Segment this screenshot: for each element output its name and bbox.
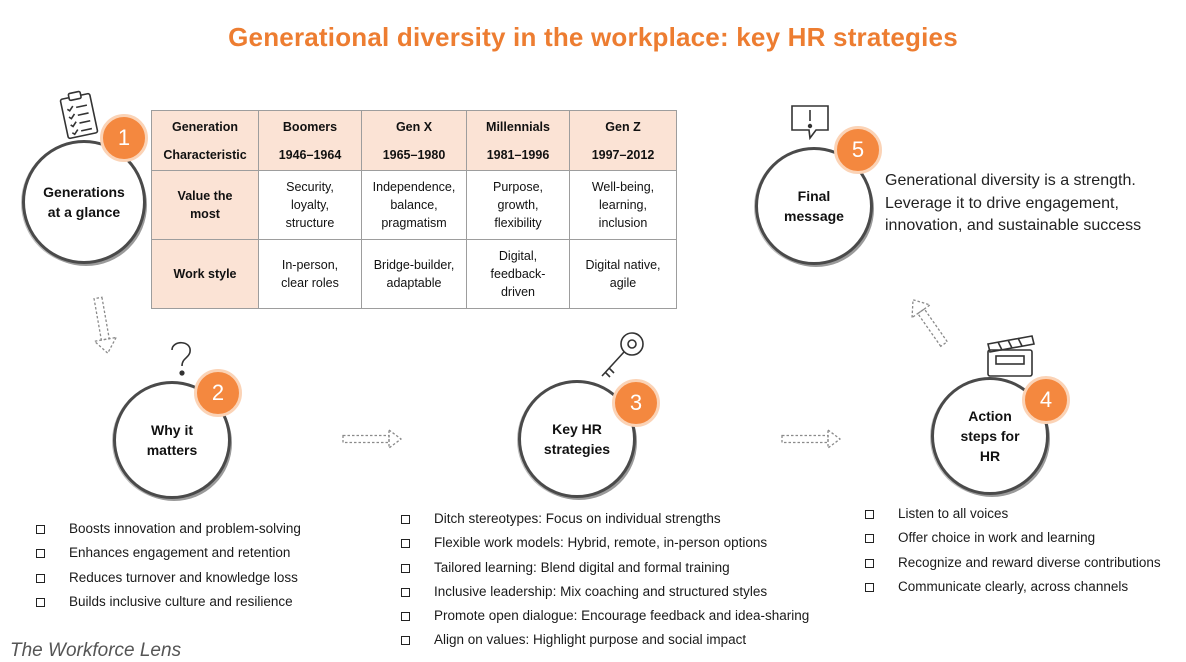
list-item-text: Inclusive leadership: Mix coaching and structured styles	[434, 583, 768, 599]
table-cell: Digital, feedback- driven	[467, 240, 570, 309]
header-top: Gen Z	[605, 119, 641, 134]
generations-table	[151, 110, 677, 309]
header-bottom: Characteristic	[163, 147, 247, 162]
list-item-text: Listen to all voices	[898, 506, 1009, 521]
checkbox-icon	[401, 588, 410, 597]
checkbox-icon	[865, 534, 874, 543]
header-bottom: 1997–2012	[591, 147, 655, 162]
list-item-text: Align on values: Highlight purpose and social impact	[434, 632, 747, 648]
step-4-label: Action steps for HR	[960, 408, 1020, 464]
table-header-cell	[362, 111, 467, 171]
table-header-row	[152, 111, 677, 171]
table-header-cell	[467, 111, 570, 171]
final-message-text: Generational diversity is a strength. Leverage it to drive engagement, innovation, and sustainable success	[885, 172, 1142, 234]
list-item-text: Tailored learning: Blend digital and formal training	[434, 559, 730, 575]
page-title: Generational diversity in the workplace: key HR strategies	[228, 22, 958, 52]
action-steps-list	[862, 504, 1161, 601]
table-header-cell	[152, 111, 259, 171]
list-item	[33, 519, 301, 543]
list-item	[862, 528, 1161, 552]
list-item-text: Builds inclusive culture and resilience	[69, 593, 293, 609]
why-it-matters-list	[33, 519, 301, 616]
step-4-badge: 4	[1022, 376, 1070, 424]
list-item	[398, 606, 809, 630]
header-top: Millennials	[486, 119, 550, 134]
checkbox-icon	[401, 564, 410, 573]
arrow-3-to-4	[782, 430, 840, 448]
table-cell: Independence, balance, pragmatism	[362, 171, 467, 240]
table-cell: Security, loyalty, structure	[259, 171, 362, 240]
table-row	[152, 171, 677, 240]
list-item	[33, 543, 301, 567]
clapperboard-icon	[988, 336, 1034, 376]
list-item	[33, 592, 301, 616]
list-item-text: Enhances engagement and retention	[69, 545, 291, 561]
header-bottom: 1946–1964	[278, 147, 342, 162]
list-item-text: Offer choice in work and learning	[898, 530, 1096, 546]
list-item-text: Boosts innovation and problem-solving	[69, 521, 301, 536]
checkbox-icon	[36, 549, 45, 558]
table-cell: In-person, clear roles	[259, 240, 362, 309]
list-item	[398, 509, 809, 533]
step-1-label: Generations at a glance	[43, 184, 125, 220]
key-hr-strategies-list	[398, 509, 809, 655]
table-cell: Bridge-builder, adaptable	[362, 240, 467, 309]
table-row	[152, 240, 677, 309]
row-label: Work style	[152, 240, 259, 309]
list-item-text: Communicate clearly, across channels	[898, 578, 1129, 594]
header-bottom: 1965–1980	[382, 147, 446, 162]
header-bottom: 1981–1996	[486, 147, 550, 162]
list-item-text: Reduces turnover and knowledge loss	[69, 569, 298, 585]
checkbox-icon	[36, 574, 45, 583]
checkbox-icon	[401, 515, 410, 524]
row-label: Value the most	[152, 171, 259, 240]
checkbox-icon	[865, 559, 874, 568]
table-cell: Digital native, agile	[570, 240, 677, 309]
list-item	[862, 577, 1161, 601]
step-5-label: Final message	[784, 188, 844, 224]
table-cell: Purpose, growth, flexibility	[467, 171, 570, 240]
table-header-cell	[570, 111, 677, 171]
checkbox-icon	[401, 612, 410, 621]
step-3-badge: 3	[612, 379, 660, 427]
arrow-4-to-5	[904, 293, 953, 350]
arrow-1-to-2	[87, 296, 118, 355]
step-5-badge: 5	[834, 126, 882, 174]
list-item-text: Promote open dialogue: Encourage feedback and idea-sharing	[434, 608, 810, 624]
list-item	[33, 568, 301, 592]
list-item-text: Ditch stereotypes: Focus on individual strengths	[434, 511, 721, 526]
step-1-badge: 1	[100, 114, 148, 162]
header-top: Boomers	[282, 119, 338, 134]
step-2-badge: 2	[194, 369, 242, 417]
list-item	[862, 553, 1161, 577]
checkbox-icon	[36, 598, 45, 607]
footer-brand: The Workforce Lens	[10, 640, 182, 661]
checkbox-icon	[865, 583, 874, 592]
list-item-text: Recognize and reward diverse contributions	[898, 554, 1161, 570]
list-item	[398, 582, 809, 606]
question-mark-icon	[172, 343, 190, 375]
list-item	[862, 504, 1161, 528]
step-3-label: Key HR strategies	[543, 421, 611, 457]
header-top: Gen X	[395, 119, 433, 134]
clipboard-icon	[60, 91, 98, 138]
key-icon	[602, 333, 643, 377]
table-header-cell	[259, 111, 362, 171]
speech-bubble-icon	[792, 106, 828, 138]
checkbox-icon	[401, 636, 410, 645]
table-cell: Well-being, learning, inclusion	[570, 171, 677, 240]
checkbox-icon	[401, 539, 410, 548]
arrow-2-to-3	[343, 430, 401, 448]
list-item	[398, 630, 809, 654]
checkbox-icon	[36, 525, 45, 534]
list-item	[398, 533, 809, 557]
header-top: Generation	[172, 119, 238, 134]
list-item-text: Flexible work models: Hybrid, remote, in-person options	[434, 535, 768, 551]
step-2-label: Why it matters	[146, 422, 198, 458]
checkbox-icon	[865, 510, 874, 519]
list-item	[398, 558, 809, 582]
